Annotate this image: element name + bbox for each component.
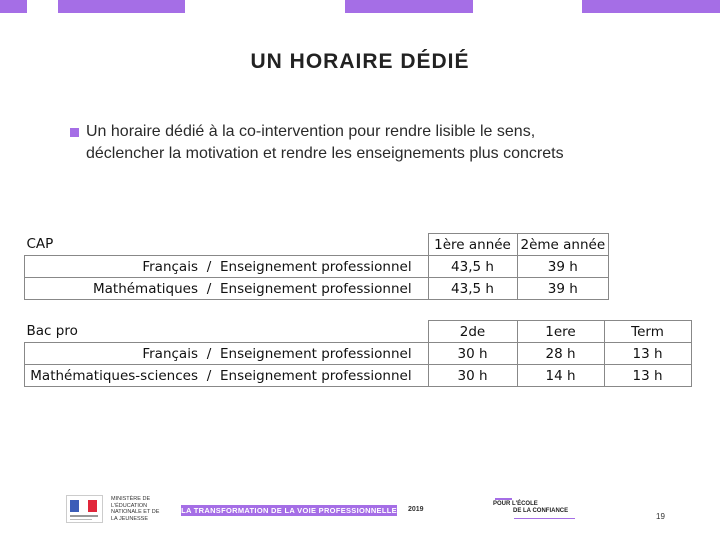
footer-banner: LA TRANSFORMATION DE LA VOIE PROFESSIONNELLE <box>181 506 397 515</box>
subject-cell: Français <box>25 343 202 365</box>
top-accent-bar-3 <box>345 0 473 13</box>
flag-blue-icon <box>70 500 79 512</box>
separator-cell: / <box>201 365 217 387</box>
table-row <box>25 278 609 300</box>
flag-red-icon <box>88 500 97 512</box>
bacpro-hours-table <box>24 320 692 387</box>
bullet-line-2: déclencher la motivation et rendre les enseignements plus concrets <box>86 145 564 162</box>
footer-year: 2019 <box>408 506 424 513</box>
table-row <box>25 365 692 387</box>
cap-header-row <box>25 234 609 256</box>
ecole-confiance-logo <box>493 501 568 515</box>
table-row <box>25 256 609 278</box>
ecole-accent-bar <box>495 498 512 500</box>
ecole-underline <box>514 518 575 519</box>
separator-cell: / <box>201 256 217 278</box>
table-row <box>25 343 692 365</box>
separator-cell: / <box>201 278 217 300</box>
subject-cell: Français <box>25 256 202 278</box>
republique-francaise-logo <box>66 495 103 523</box>
subject-cell: Mathématiques-sciences <box>25 365 202 387</box>
domain-cell: Enseignement professionnel <box>217 278 428 300</box>
logo-text-line <box>70 515 98 517</box>
page-number: 19 <box>656 512 665 521</box>
top-accent-bar-2 <box>58 0 185 13</box>
hours-cell: 39 h <box>517 256 609 278</box>
hours-cell: 39 h <box>517 278 609 300</box>
hours-cell: 14 h <box>517 365 604 387</box>
hours-cell: 43,5 h <box>428 256 517 278</box>
cap-hours-table <box>24 233 609 300</box>
hours-cell: 30 h <box>428 343 517 365</box>
bullet-point <box>70 121 690 165</box>
domain-cell: Enseignement professionnel <box>217 365 428 387</box>
bacpro-col-2de: 2de <box>428 321 517 343</box>
top-accent-bar-1 <box>0 0 27 13</box>
hours-cell: 30 h <box>428 365 517 387</box>
slide-title: UN HORAIRE DÉDIÉ <box>250 50 470 73</box>
domain-cell: Enseignement professionnel <box>217 256 428 278</box>
bullet-line-1: Un horaire dédié à la co-intervention pour rendre lisible le sens, <box>86 123 536 140</box>
ecole-line-2: DE LA CONFIANCE <box>513 508 569 514</box>
separator-cell: / <box>201 343 217 365</box>
subject-cell: Mathématiques <box>25 278 202 300</box>
flag-white-icon <box>79 500 88 512</box>
hours-cell: 28 h <box>517 343 604 365</box>
cap-col-2eme-annee: 2ème année <box>517 234 609 256</box>
hours-cell: 13 h <box>604 343 691 365</box>
square-bullet-icon <box>70 128 79 137</box>
bacpro-col-term: Term <box>604 321 691 343</box>
cap-col-1ere-annee: 1ère année <box>428 234 517 256</box>
top-accent-bar-4 <box>582 0 720 13</box>
bacpro-label: Bac pro <box>26 323 78 340</box>
logo-text-line <box>70 519 92 520</box>
ministry-name: MINISTÈRE DE L'ÉDUCATION NATIONALE ET DE LA JEUNESSE <box>111 496 160 522</box>
domain-cell: Enseignement professionnel <box>217 343 428 365</box>
hours-cell: 13 h <box>604 365 691 387</box>
bacpro-col-1ere: 1ere <box>517 321 604 343</box>
ecole-line-1: POUR L'ÉCOLE <box>493 501 538 507</box>
hours-cell: 43,5 h <box>428 278 517 300</box>
cap-label: CAP <box>26 236 54 253</box>
bacpro-header-row <box>25 321 692 343</box>
